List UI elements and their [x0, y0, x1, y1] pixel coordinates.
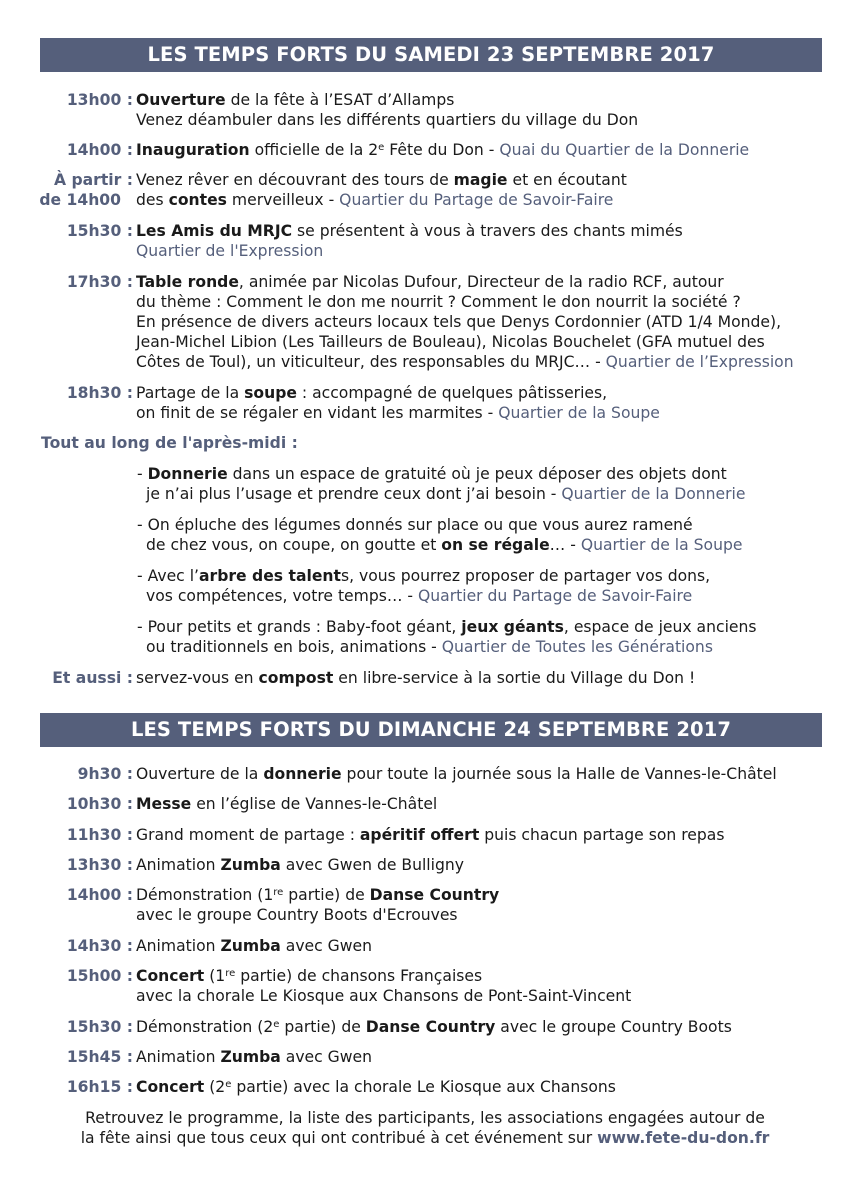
event-highlight: Messe [136, 795, 192, 813]
event-text: en l’église de Vannes-le-Châtel [191, 795, 438, 813]
event-highlight: soupe [244, 384, 297, 402]
event-text: Démonstration (1 [136, 886, 274, 904]
event-time: 15h45 : [66, 1048, 133, 1066]
event-text: en libre-service à la sortie du Village du Don ! [333, 669, 696, 687]
event-time: Et aussi : [52, 669, 133, 687]
event-text: partie) de [283, 886, 370, 904]
website-link[interactable]: www.fete-du-don.fr [597, 1129, 770, 1147]
event-text: pour toute la journée sous la Halle de Vannes-le-Châtel [341, 765, 777, 783]
event-text: avec le groupe Country Boots [495, 1018, 732, 1036]
event-text: partie) de chansons Françaises [235, 967, 483, 985]
event-time: 14h30 : [66, 937, 133, 955]
event-highlight: Inauguration [136, 141, 250, 159]
event-time: 16h15 : [66, 1078, 133, 1096]
event-location: Quartier de Toutes les Générations [441, 638, 713, 656]
event-highlight: Table ronde [136, 273, 239, 291]
event-text: avec Gwen [280, 937, 372, 955]
event-highlight: magie [453, 171, 508, 189]
event-text: En présence de divers acteurs locaux tels que Denys Cordonnier (ATD 1/4 Monde), [136, 313, 782, 331]
event-location: Quartier du Partage de Savoir-Faire [418, 587, 693, 605]
event-text: ou traditionnels en bois, animations - [146, 638, 442, 656]
afternoon-item-soupe [137, 515, 837, 555]
event-text: Côtes de Toul), un viticulteur, des responsables du MRJC… - [136, 353, 606, 371]
event-highlight: jeux géants [461, 618, 564, 636]
event-text: Démonstration (2 [136, 1018, 274, 1036]
event-text: Animation [136, 856, 221, 874]
event-text: , animée par Nicolas Dufour, Directeur de la radio RCF, autour [238, 273, 724, 291]
event-location: Quartier de l'Expression [136, 242, 324, 260]
event-text: dans un espace de gratuité où je peux déposer des objets dont [227, 465, 727, 483]
event-time: À partir : de 14h00 [39, 171, 133, 209]
event-highlight: Danse Country [369, 886, 500, 904]
event-text: merveilleux - [226, 191, 340, 209]
event-text: (2 [204, 1078, 226, 1096]
event-text: Jean-Michel Libion (Les Tailleurs de Bouleau), Nicolas Bouchelet (GFA mutuel des [136, 333, 765, 351]
event-text: avec Gwen [280, 1048, 372, 1066]
event-time: 11h30 : [66, 826, 133, 844]
afternoon-item-donnerie [137, 464, 837, 504]
event-location: Quartier de la Donnerie [561, 485, 746, 503]
event-highlight: Zumba [220, 1048, 281, 1066]
superscript: re [273, 887, 284, 898]
event-text: je n’ai plus l’usage et prendre ceux dont j’ai besoin - [146, 485, 562, 503]
event-text: : accompagné de quelques pâtisseries, [296, 384, 608, 402]
event-text: Animation [136, 937, 221, 955]
event-highlight: Ouverture [136, 91, 226, 109]
event-text: - Avec l’ [137, 567, 199, 585]
event-time: 9h30 : [77, 765, 133, 783]
event-time: 15h30 : [66, 222, 133, 240]
saturday-banner: LES TEMPS FORTS DU SAMEDI 23 SEPTEMBRE 2017 [40, 38, 822, 72]
event-location: Quartier de l’Expression [605, 353, 794, 371]
event-highlight: arbre des talent [198, 567, 341, 585]
bullet-dash: - [137, 465, 148, 483]
event-highlight: Concert [136, 967, 205, 985]
event-text: avec Gwen de Bulligny [280, 856, 464, 874]
event-text: des [136, 191, 169, 209]
event-highlight: Donnerie [147, 465, 228, 483]
event-text: vos compétences, votre temps… - [146, 587, 418, 605]
event-text: se présentent à vous à travers des chants mimés [292, 222, 683, 240]
event-highlight: Danse Country [365, 1018, 496, 1036]
superscript: re [225, 968, 236, 979]
event-text: Partage de la [136, 384, 245, 402]
event-location: Quartier de la Soupe [580, 536, 743, 554]
event-text: Animation [136, 1048, 221, 1066]
event-text: partie) de [279, 1018, 366, 1036]
event-time: 10h30 : [66, 795, 133, 813]
footer-text: la fête ainsi que tous ceux qui ont contribué à cet événement sur [80, 1129, 598, 1147]
afternoon-item-jeux [137, 617, 837, 657]
event-text: avec la chorale Le Kiosque aux Chansons de Pont-Saint-Vincent [136, 987, 632, 1005]
event-highlight: Concert [136, 1078, 205, 1096]
event-text: officielle de la 2 [249, 141, 379, 159]
event-time: 15h30 : [66, 1018, 133, 1036]
event-highlight: Zumba [220, 937, 281, 955]
event-time: 18h30 : [66, 384, 133, 402]
event-text: Ouverture de la [136, 765, 264, 783]
footer-text: Retrouvez le programme, la liste des participants, les associations engagées autour de [85, 1109, 765, 1127]
event-time: 13h30 : [66, 856, 133, 874]
event-text: Grand moment de partage : [136, 826, 360, 844]
event-time: 15h00 : [66, 967, 133, 985]
event-text: du thème : Comment le don me nourrit ? Comment le don nourrit la société ? [136, 293, 741, 311]
event-text: avec le groupe Country Boots d'Ecrouves [136, 906, 458, 924]
event-text: on finit de se régaler en vidant les marmites - [136, 404, 499, 422]
event-text: , espace de jeux anciens [563, 618, 757, 636]
event-text: s, vous pourrez proposer de partager vos dons, [340, 567, 711, 585]
event-text: - Pour petits et grands : Baby-foot géant, [137, 618, 462, 636]
event-text: et en écoutant [507, 171, 627, 189]
event-text: Venez déambuler dans les différents quartiers du village du Don [136, 111, 639, 129]
event-text: … - [549, 536, 581, 554]
event-highlight: apéritif offert [359, 826, 480, 844]
event-text: - On épluche des légumes donnés sur place ou que vous aurez ramené [137, 516, 693, 534]
event-location: Quartier de la Soupe [498, 404, 660, 422]
event-highlight: donnerie [263, 765, 342, 783]
event-highlight: on se régale [441, 536, 550, 554]
event-highlight: compost [258, 669, 334, 687]
event-location: Quartier du Partage de Savoir-Faire [339, 191, 614, 209]
footer [0, 1108, 850, 1148]
event-time: 13h00 : [66, 91, 133, 109]
event-text: de la fête à l’ESAT d’Allamps [225, 91, 455, 109]
event-highlight: Les Amis du MRJC [136, 222, 293, 240]
event-location: Quai du Quartier de la Donnerie [499, 141, 750, 159]
event-text: partie) avec la chorale Le Kiosque aux Chansons [231, 1078, 616, 1096]
event-text: servez-vous en [136, 669, 259, 687]
superscript: e [225, 1079, 232, 1090]
event-text: Venez rêver en découvrant des tours de [136, 171, 454, 189]
event-time: 14h00 : [66, 141, 133, 159]
afternoon-item-talents [137, 566, 837, 606]
event-text: Fête du Don - [384, 141, 500, 159]
afternoon-label: Tout au long de l'après-midi : [41, 434, 298, 452]
event-time: 14h00 : [66, 886, 133, 904]
event-text: (1 [204, 967, 226, 985]
sunday-banner: LES TEMPS FORTS DU DIMANCHE 24 SEPTEMBRE 2017 [40, 713, 822, 747]
event-highlight: Zumba [220, 856, 281, 874]
event-highlight: contes [168, 191, 227, 209]
superscript: e [273, 1019, 280, 1030]
event-text: puis chacun partage son repas [479, 826, 725, 844]
event-time: 17h30 : [66, 273, 133, 291]
superscript: e [378, 142, 385, 153]
event-text: de chez vous, on coupe, on goutte et [146, 536, 442, 554]
